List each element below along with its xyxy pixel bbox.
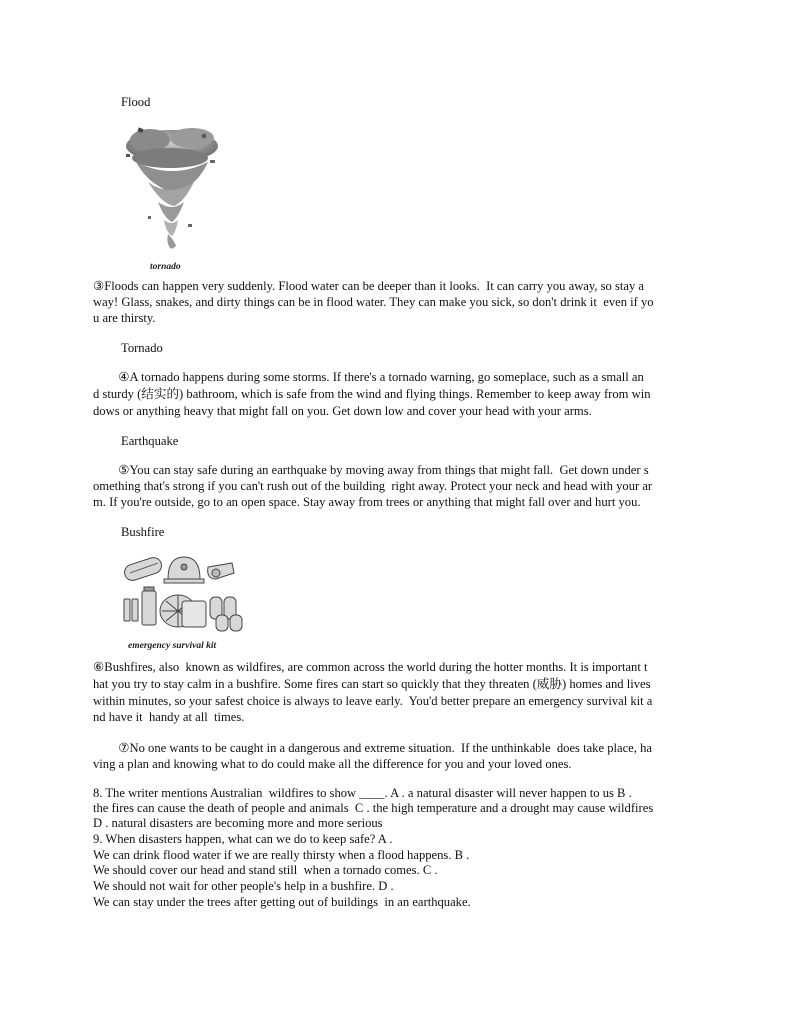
paragraph-6-line: nd have it handy at all times. [93,710,245,724]
paragraph-4-line: dows or anything heavy that might fall on you. Get down low and cover your head with your arms. [93,404,592,418]
question-line: 9. When disasters happen, what can we do to keep safe? A . [93,832,393,846]
paragraph-4-line: d sturdy (结实的) bathroom, which is safe from the wind and flying things. Remember to keep away from win [93,387,651,401]
question-line: We should cover our head and stand still when a tornado comes. C . [93,863,438,877]
paragraph-6-line: hat you try to stay calm in a bushfire. Some fires can start so quickly that they threaten (威胁) homes and lives [93,677,651,691]
paragraph-6-line: within minutes, so your safest choice is always to leave early. You'd better prepare an emergency survival kit a [93,694,653,708]
question-line: D . natural disasters are becoming more and more serious [93,816,383,830]
heading-tornado: Tornado [121,341,163,355]
paragraph-5-line: ⑤You can stay safe during an earthquake by moving away from things that might fall. Get down under s [93,463,649,477]
paragraph-3-line: u are thirsty. [93,311,156,325]
question-line: 8. The writer mentions Australian wildfires to show ____. A . a natural disaster will never happen to us B . [93,786,632,800]
heading-earthquake: Earthquake [121,434,179,448]
paragraph-7-line: ving a plan and knowing what to do could make all the difference for you and your loved ones. [93,757,572,771]
tornado-illustration [118,124,224,260]
tornado-caption: tornado [150,262,181,272]
question-line: We can drink flood water if we are really thirsty when a flood happens. B . [93,848,470,862]
question-line: We should not wait for other people's help in a bushfire. D . [93,879,394,893]
paragraph-5-line: m. If you're outside, go to an open space. Stay away from trees or anything that might fall over and hurt you. [93,495,641,509]
survival-kit-illustration [120,553,246,639]
kit-caption: emergency survival kit [128,641,217,651]
question-line: We can stay under the trees after getting out of buildings in an earthquake. [93,895,471,909]
paragraph-6-line: ⑥Bushfires, also known as wildfires, are common across the world during the hotter months. It is important t [93,660,648,674]
heading-bushfire: Bushfire [121,525,165,539]
paragraph-3-line: way! Glass, snakes, and dirty things can be in flood water. They can make you sick, so don't drink it even if yo [93,295,654,309]
paragraph-3-line: ③Floods can happen very suddenly. Flood water can be deeper than it looks. It can carry you away, so stay a [93,279,645,293]
paragraph-4-line: ④A tornado happens during some storms. If there's a tornado warning, go someplace, such as a small an [93,370,644,384]
paragraph-5-line: omething that's strong if you can't rush out of the building right away. Protect your neck and head with your ar [93,479,653,493]
paragraph-7-line: ⑦No one wants to be caught in a dangerous and extreme situation. If the unthinkable does take place, ha [93,741,652,755]
question-line: the fires can cause the death of people and animals C . the high temperature and a drought may cause wildfires [93,801,654,815]
heading-flood: Flood [121,95,151,109]
